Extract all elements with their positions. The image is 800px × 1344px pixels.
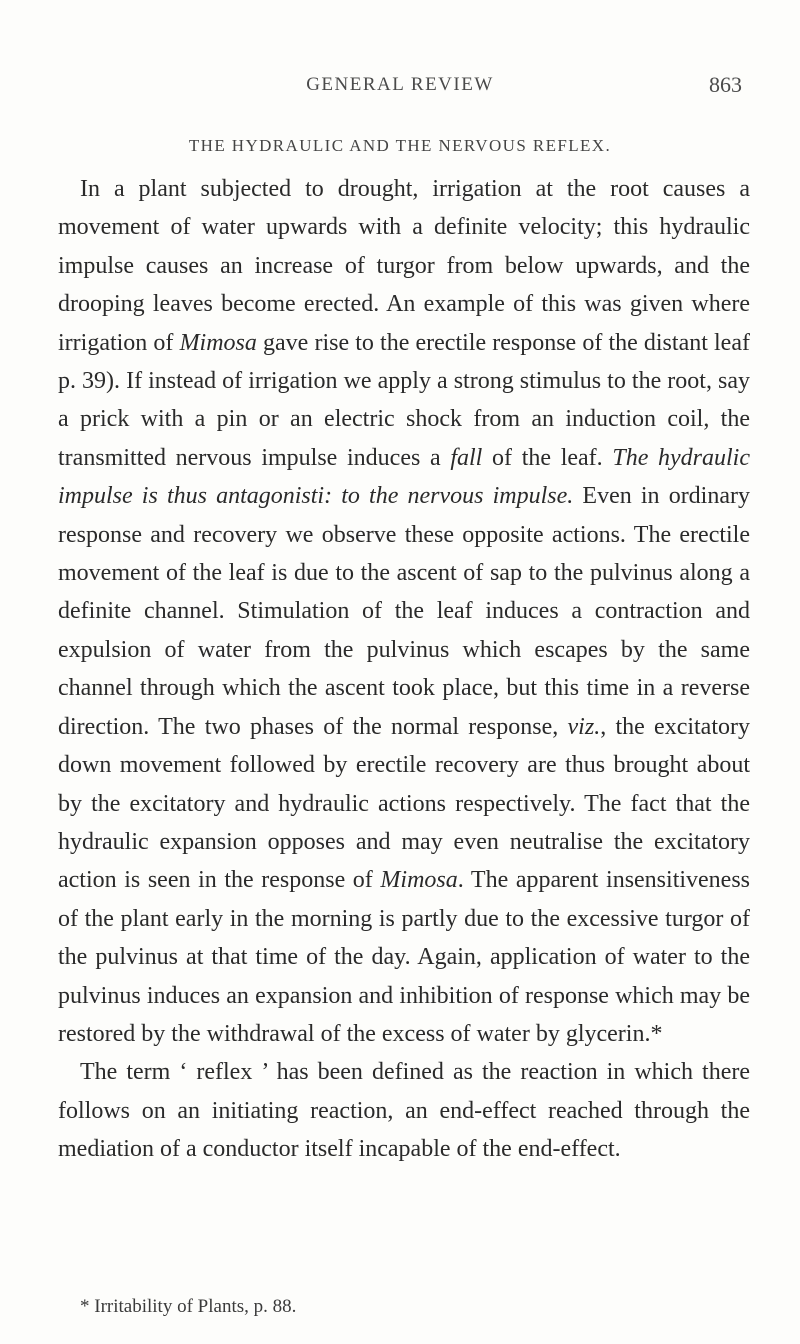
running-head — [0, 74, 800, 104]
text-segment: . The apparent insensitiveness of the plant early in the morning is partly due to the excessive turgor of the pulvinus at that time of the day. Again, application of water to the pulvinus induces an expansion and inhibition of response which may be restored by the withdrawal of the excess of water by glycerin.* — [58, 867, 751, 1047]
body-text — [58, 170, 750, 1169]
section-heading: THE HYDRAULIC AND THE NERVOUS REFLEX. — [188, 136, 612, 155]
paragraph — [58, 170, 750, 1053]
text-segment: In a plant subjected to drought, irrigation at the root causes a movement of water upwards with a definite velocity; this hydraulic impulse causes an increase of turgor from below upwards, and the drooping leaves become erected. An example of this was given where irrigation of — [58, 176, 750, 356]
paragraph: The term ‘ reflex ’ has been defined as the reaction in which there follows on an initiating reaction, an end-effect reached through the mediation of a conductor itself incapable of the end-effect. — [58, 1059, 750, 1163]
text-segment: gave rise to the erectile response of the distant leaf p. 39). If instead of irrigation we apply a strong stimulus to the root, say a prick with a pin or an electric shock from an induction coil, the transmitted nervous impulse induces a — [58, 329, 750, 471]
text-segment: , the excitatory down movement followed by erectile recovery are thus brought about by the excitatory and hydraulic actions respectively. The fact that the hydraulic expansion opposes and may even neutralise the excitatory action is seen in the response of — [58, 713, 750, 894]
italic-term: fall — [450, 444, 483, 471]
footnote: * Irritability of Plants, p. 88. — [80, 1296, 297, 1317]
italic-term: Mimosa — [380, 867, 458, 894]
italic-term: Mimosa — [179, 329, 257, 356]
text-segment: of the leaf. — [482, 444, 613, 471]
italic-term: viz. — [567, 713, 601, 740]
italic-sentence: The hydraulic impulse is thus antagonisti: to the nervous impulse. — [58, 444, 751, 510]
running-title: GENERAL REVIEW — [306, 74, 494, 95]
text-segment: Even in ordinary response and recovery we observe these opposite actions. The erectile movement of the leaf is due to the ascent of sap to the pulvinus along a definite channel. Stimulation of the leaf induces a contraction and expulsion of water from the pulvinus which escapes by the same channel through which the ascent took place, but this time in a reverse direction. The two phases of the normal response, — [58, 483, 750, 740]
page-number: 863 — [709, 72, 742, 97]
